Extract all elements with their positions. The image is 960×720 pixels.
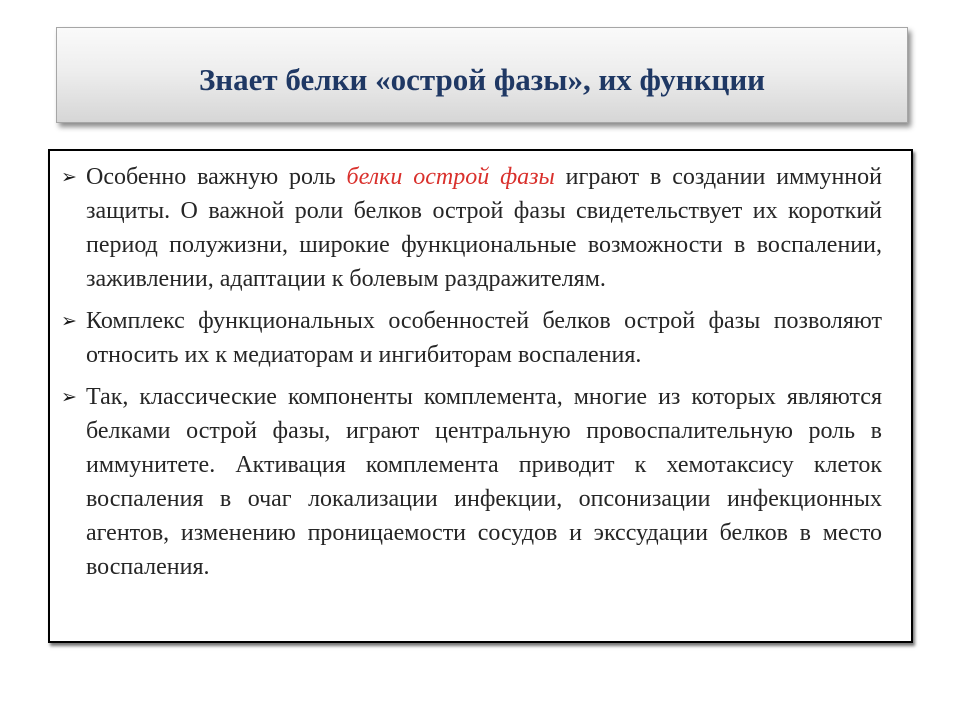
arrow-bullet-icon: ➢ [61,386,77,408]
arrow-bullet-icon: ➢ [61,310,77,332]
title-box [56,27,908,123]
bullet-2-text: Комплекс функциональных особенностей белков острой фазы позволяют относить их к медиаторам и ингибиторам воспаления. [86,308,882,368]
bullet-item-3 [61,380,882,584]
bullet-1-text-start: Особенно важную роль [86,164,347,190]
bullet-1-text-end: играют в создании иммунной защиты. О важной роли белков острой фазы свидетельствует их короткий период полужизни, широкие функциональные возможности в воспалении, заживлении, адаптации к болевым раздражителям. [86,164,882,292]
bullet-3-text: Так, классические компоненты комплемента, многие из которых являются белками острой фазы, играют центральную провоспалительную роль в иммунитете. Активация комплемента приводит к хемотаксису клеток воспаления в очаг локализации инфекции, опсонизации инфекционных агентов, изменению проницаемости сосудов и экссудации белков в место воспаления. [86,384,882,580]
bullet-list [61,160,882,592]
bullet-item-1 [61,160,882,296]
content-box [48,149,913,643]
arrow-bullet-icon: ➢ [61,166,77,188]
bullet-1-highlight: белки острой фазы [346,164,555,190]
bullet-item-2 [61,304,882,372]
slide-title: Знает белки «острой фазы», их функции [198,62,766,97]
